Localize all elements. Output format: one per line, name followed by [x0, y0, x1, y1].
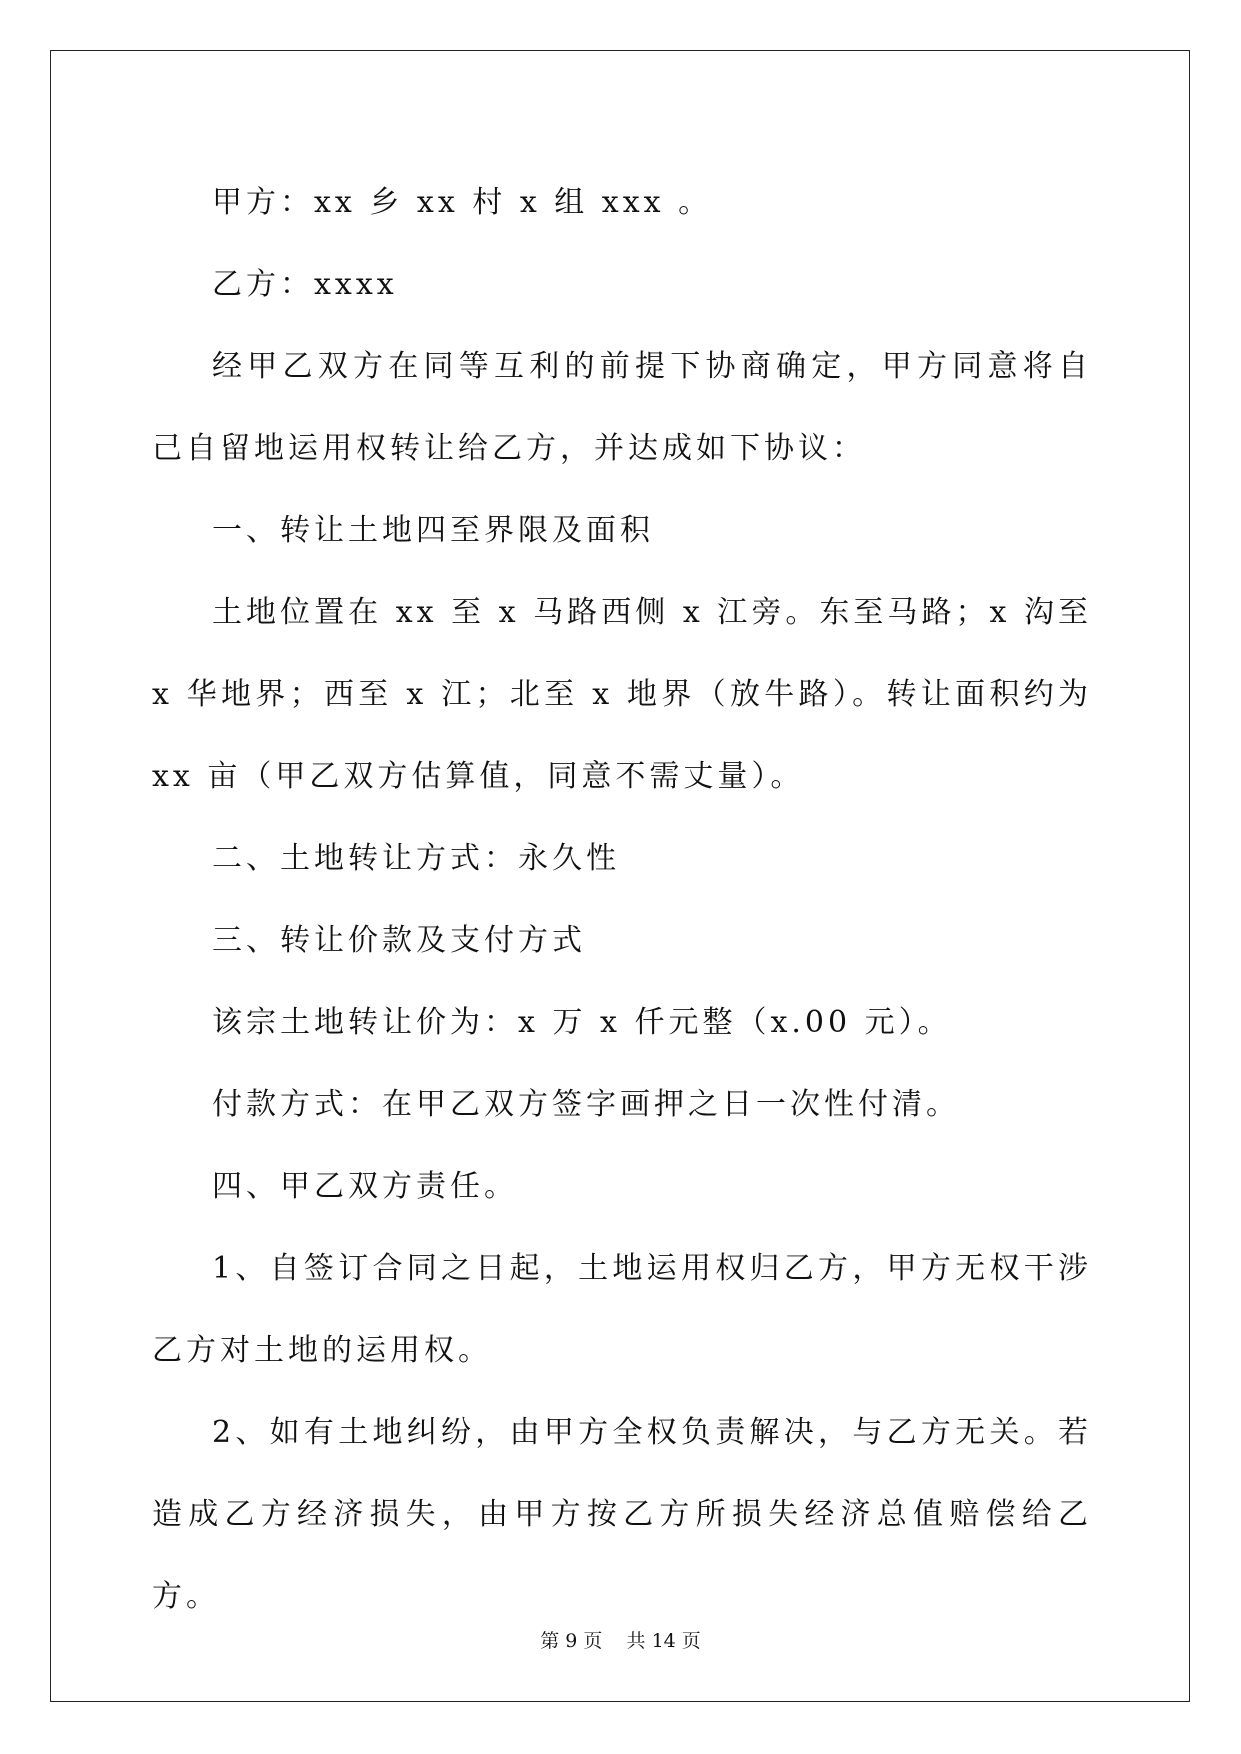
- page-footer: [0, 1626, 1241, 1653]
- document-body: [152, 162, 1092, 1638]
- section-3-heading: 三、转让价款及支付方式: [212, 923, 586, 958]
- page-total: 共 14 页: [626, 1630, 701, 1652]
- section-2-heading: 二、土地转让方式：永久性: [212, 841, 620, 876]
- party-b-line: 乙方：xxxx: [212, 267, 398, 302]
- agreement-intro: 经甲乙双方在同等互利的前提下协商确定，甲方同意将自己自留地运用权转让给乙方，并达成如下协议：: [152, 349, 1092, 466]
- land-location-paragraph: 土地位置在 xx 至 x 马路西侧 x 江旁。东至马路；x 沟至 x 华地界；西至 x 江；北至 x 地界（放牛路）。转让面积约为 xx 亩（甲乙双方估算值，同意不需丈量）。: [152, 595, 1092, 794]
- section-4-heading: 四、甲乙双方责任。: [212, 1169, 518, 1204]
- page-number: 第 9 页: [540, 1630, 603, 1652]
- payment-paragraph: 付款方式：在甲乙双方签字画押之日一次性付清。: [212, 1087, 960, 1122]
- responsibility-item-2: 2、如有土地纠纷，由甲方全权负责解决，与乙方无关。若造成乙方经济损失，由甲方按乙方所损失经济总值赔偿给乙方。: [152, 1415, 1092, 1614]
- party-a-line: 甲方：xx 乡 xx 村 x 组 xxx 。: [212, 185, 713, 220]
- price-paragraph: 该宗土地转让价为：x 万 x 仟元整（x.00 元）。: [212, 1005, 952, 1040]
- responsibility-item-1: 1、自签订合同之日起，土地运用权归乙方，甲方无权干涉乙方对土地的运用权。: [152, 1251, 1092, 1368]
- section-1-heading: 一、转让土地四至界限及面积: [212, 513, 654, 548]
